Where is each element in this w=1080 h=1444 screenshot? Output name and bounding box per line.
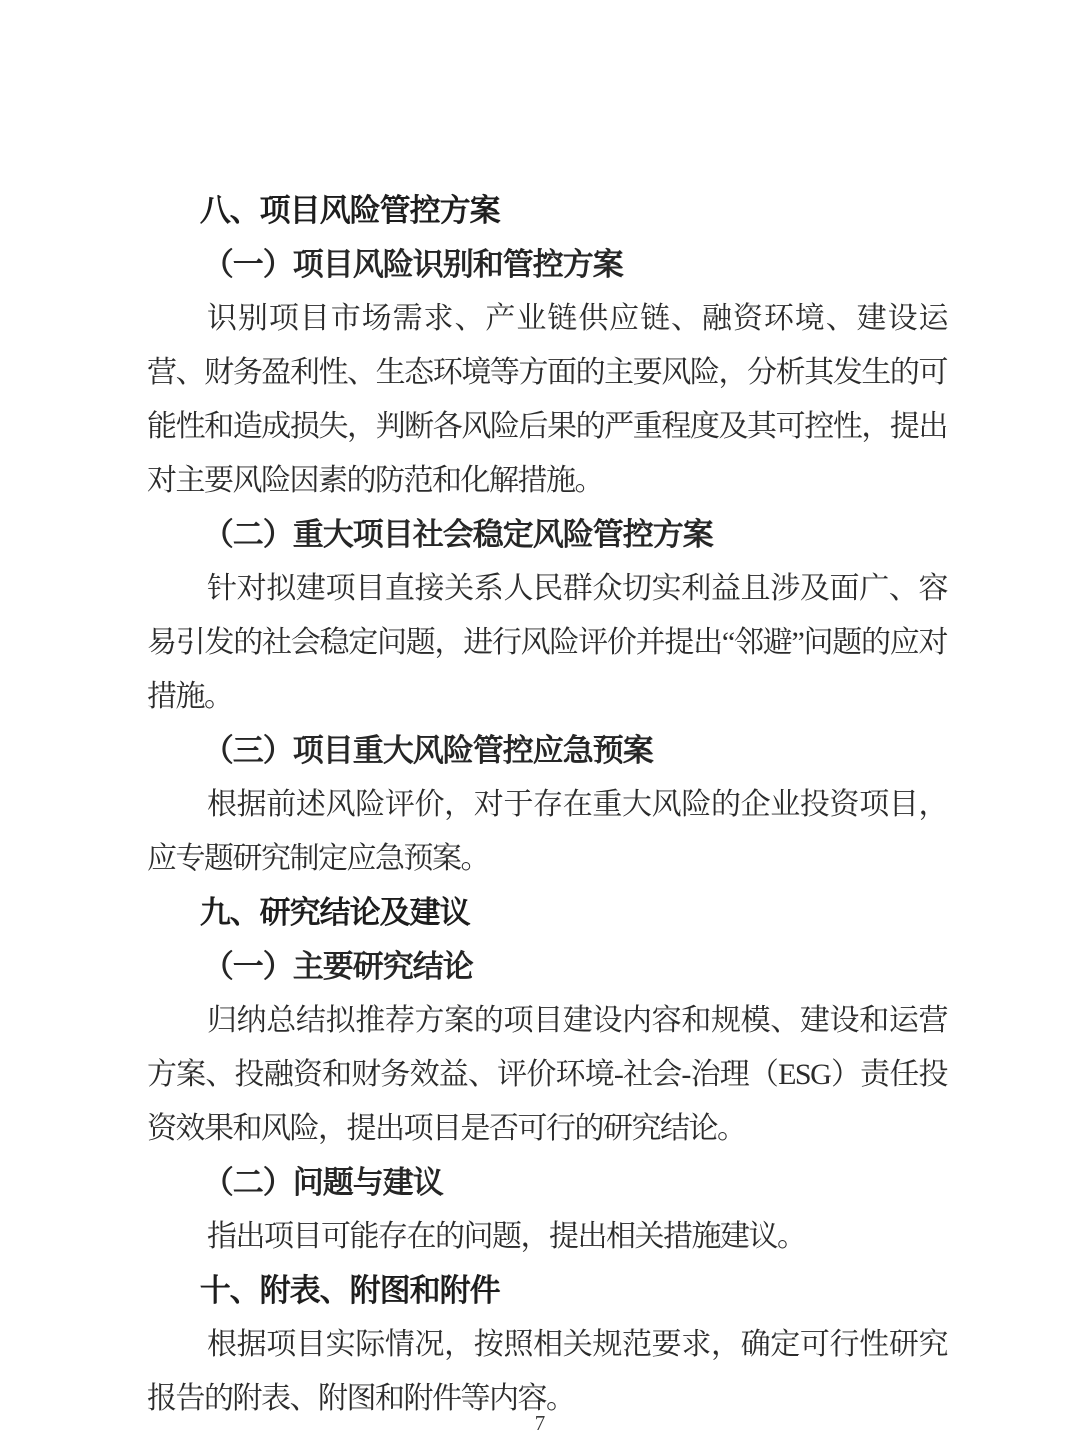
subsection-heading-8-2: （二）重大项目社会稳定风险管控方案 (202, 517, 713, 552)
body-paragraph-risk-id: 识别项目市场需求、产业链供应链、融资环境、建设运营、财务盈利性、生态环境等方面的主要风险，分析其发生的可能性和造成损失，判断各风险后果的严重程度及其可控性，提出对主要风险因素的防范和化解措施。 (147, 302, 947, 497)
body-paragraph-stability: 针对拟建项目直接关系人民群众切实利益且涉及面广、容易引发的社会稳定问题，进行风险评价并提出“邻避”问题的应对措施。 (147, 572, 947, 713)
subsection-heading-8-3: （三）项目重大风险管控应急预案 (202, 733, 653, 768)
section-heading-9: 九、研究结论及建议 (199, 895, 470, 930)
body-paragraph-emergency: 根据前述风险评价，对于存在重大风险的企业投资项目，应专题研究制定应急预案。 (147, 788, 947, 875)
body-paragraph-conclusion: 归纳总结拟推荐方案的项目建设内容和规模、建设和运营方案、投融资和财务效益、评价环境-社会-治理（ESG）责任投资效果和风险，提出项目是否可行的研究结论。 (147, 1004, 947, 1145)
document-body (147, 184, 947, 1426)
subsection-heading-9-2: （二）问题与建议 (202, 1165, 443, 1200)
body-paragraph-issues: 指出项目可能存在的问题，提出相关措施建议。 (207, 1220, 806, 1253)
page-number: 7 (534, 1411, 546, 1435)
section-heading-10: 十、附表、附图和附件 (199, 1273, 500, 1308)
subsection-heading-8-1: （一）项目风险识别和管控方案 (202, 247, 623, 282)
subsection-heading-9-1: （一）主要研究结论 (202, 949, 473, 984)
section-heading-8: 八、项目风险管控方案 (199, 193, 500, 228)
body-paragraph-appendix: 根据项目实际情况，按照相关规范要求，确定可行性研究报告的附表、附图和附件等内容。 (147, 1328, 947, 1415)
